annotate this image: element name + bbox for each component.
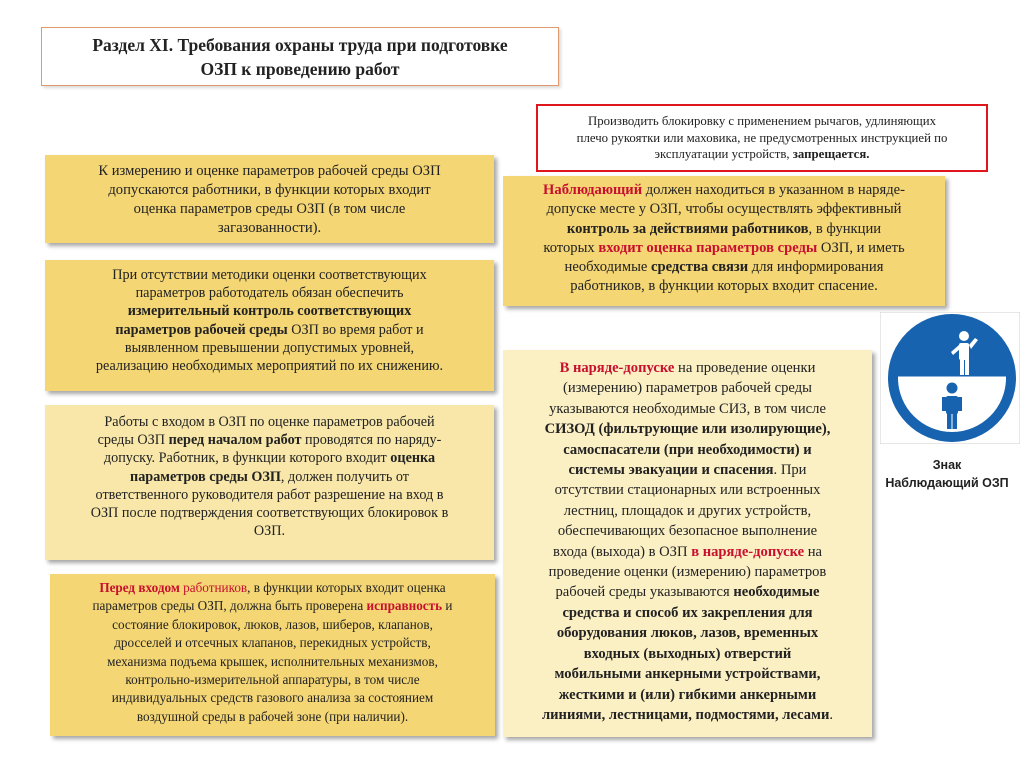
work-permit-entry-box: Работы с входом в ОЗП по оценке параметров рабочей среды ОЗП перед началом работ проводятся по наряду- допуску. Работник, в функции которого входит оценка параметров среды ОЗП, должен получить от ответственного руководителя работ разрешение на вход в ОЗП после подтверждения соответствующих блокировок в ОЗП.	[45, 405, 494, 560]
observer-sign-icon	[880, 312, 1020, 444]
measurement-control-box: При отсутствии методики оценки соответствующих параметров работодатель обязан обеспечить измерительный контроль соответствующих параметров рабочей среды ОЗП во время работ и выявленном превышении допустимых уровней, реализацию необходимых мероприятий по их снижению.	[45, 260, 494, 391]
prohibited-keyword: запрещается.	[792, 147, 870, 161]
section-title	[41, 27, 559, 86]
sign-caption-line-2: Наблюдающий ОЗП	[885, 476, 1009, 490]
prohibition-line-3: эксплуатации устройств, запрещается.	[654, 147, 870, 161]
measurement-control-emphasis: измерительный контроль соответствующих	[127, 303, 412, 320]
prohibition-notice	[536, 104, 988, 172]
prohibition-line-2: плечо рукоятки или маховика, не предусмотренных инструкцией по	[576, 130, 948, 145]
observer-duties-box: Наблюдающий должен находиться в указанном в наряде- допуске месте у ОЗП, чтобы осуществлять эффективный контроль за действиями работников, в функции которых входит оценка параметров среды ОЗП, и иметь необходимые средства связи для информирования работников, в функции которых входит спасение.	[503, 176, 945, 306]
sign-caption-line-1: Знак	[932, 458, 962, 472]
section-title-line-1: Раздел XI. Требования охраны труда при подготовке	[92, 35, 508, 55]
prohibition-line-1: Производить блокировку с применением рычагов, удлиняющих	[588, 114, 936, 128]
pre-entry-check-box: Перед входом работников, в функции которых входит оценка параметров среды ОЗП, должна быть проверена исправность и состояние блокировок, люков, лазов, шиберов, клапанов, дросселей и отсечных клапанов, перекидных устройств, механизма подъема крышек, исполнительных механизмов, контрольно-измерительной аппаратуры, в том числе индивидуальных средств газового анализа за состоянием воздушной среды в рабочей зоне (при наличии).	[50, 574, 495, 736]
work-permit-ppe-box: В наряде-допуске на проведение оценки (измерению) параметров рабочей среды указываются необходимые СИЗ, в том числе СИЗОД (фильтрующие или изолирующие), самоспасатели (при необходимости) и системы эвакуации и спасения. При отсутствии стационарных или встроенных лестниц, площадок и других устройств, обеспечивающих безопасное выполнение входа (выхода) в ОЗП в наряде-допуске на проведение оценки (измерению) параметров рабочей среды указываются необходимые средства и способ их закрепления для оборудования люков, лазов, временных входных (выходных) отверстий мобильными анкерными устройствами, жесткими и (или) гибкими анкерными линиями, лестницами, подмостями, лесами.	[503, 350, 872, 737]
sign-caption	[870, 456, 1024, 492]
section-title-line-2: ОЗП к проведению работ	[200, 59, 400, 79]
observer-keyword: Наблюдающий	[543, 182, 643, 198]
admission-requirements-box: К измерению и оценке параметров рабочей среды ОЗП допускаются работники, в функции которых входит оценка параметров среды ОЗП (в том числе загазованности).	[45, 155, 494, 243]
